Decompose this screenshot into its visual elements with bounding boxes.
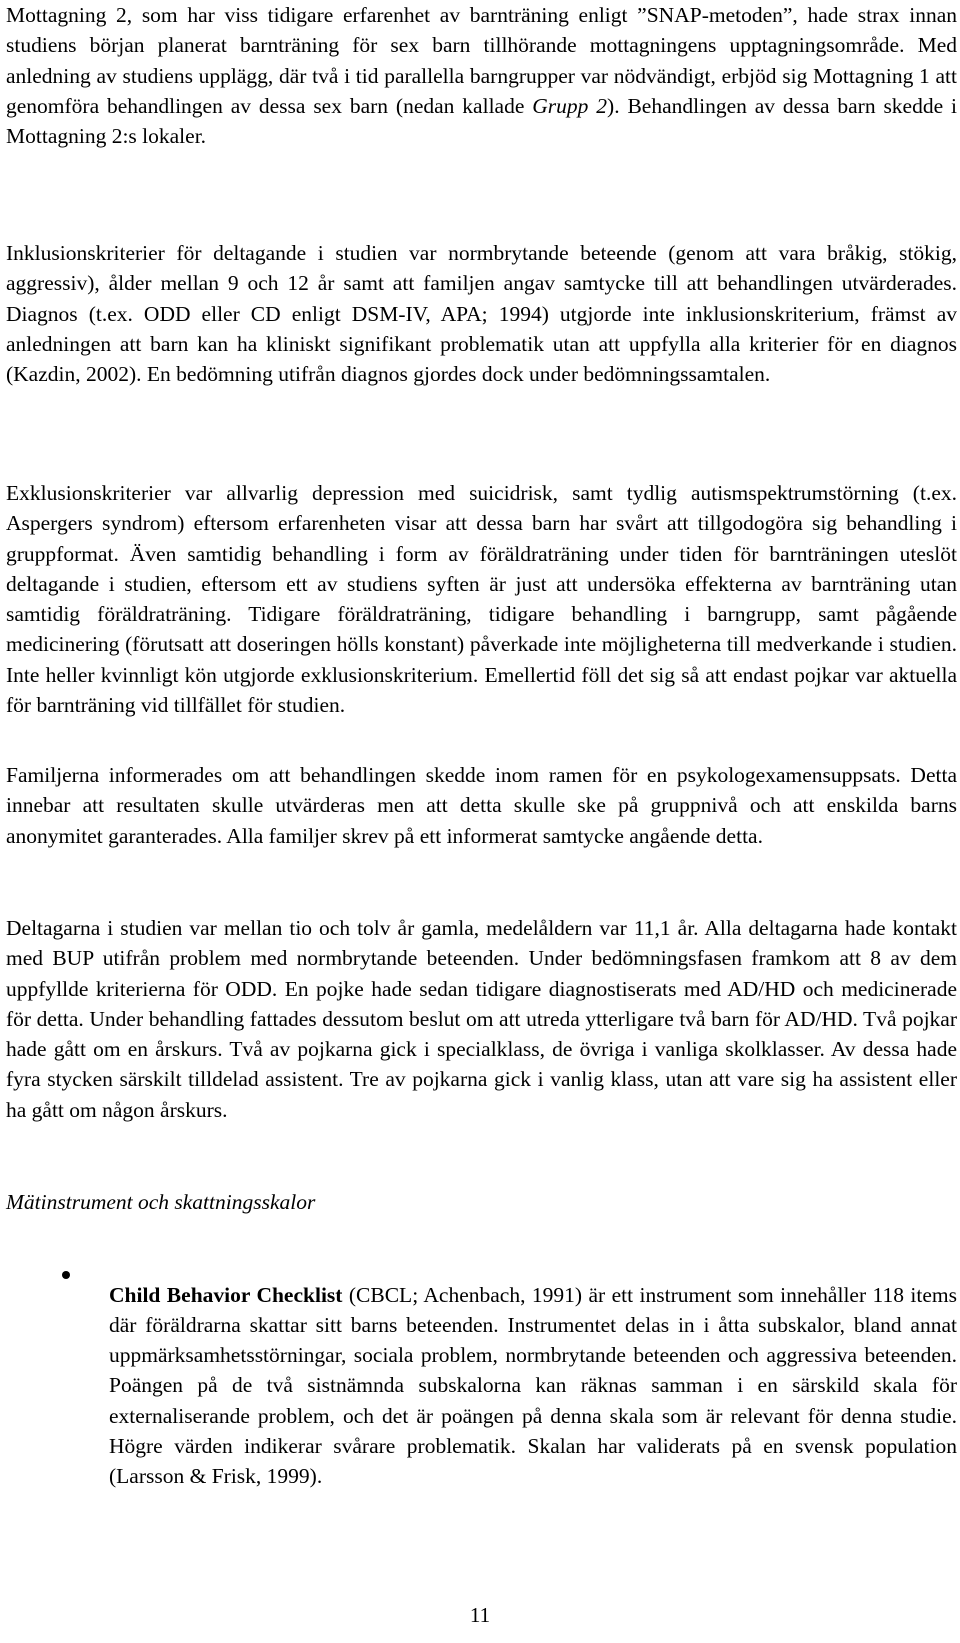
bullet-icon xyxy=(62,1271,70,1279)
paragraph-deltagarna: Deltagarna i studien var mellan tio och tolv år gamla, medelåldern var 11,1 år. Alla deltagarna hade kontakt med BUP utifrån problem med normbrytande beteenden. Under bedömningsfasen framkom att 8 av dem uppfyllde kriterierna för ODD. En pojke hade sedan tidigare diagnostiserats med AD/HD och medicinerade för detta. Under behandling fattades dessutom beslut om att utreda ytterligare två barn för AD/HD. Två pojkar hade gått om en årskurs. Två av pojkarna gick i specialklass, de övriga i vanliga skolklasser. Av dessa hade fyra stycken särskilt tilldelad assistent. Tre av pojkarna gick i vanlig klass, utan att vare sig ha assistent eller ha gått om någon årskurs. xyxy=(6,916,957,1122)
list-item-text xyxy=(109,1280,957,1492)
paragraph-mottagning-text: Mottagning 2, som har viss tidigare erfarenhet av barnträning enligt ”SNAP-metoden”, hade strax innan studiens början planerat barnträning för sex barn tillhörande mottagningens upptagningsområde. Med anledning av studiens upplägg, där två i tid parallella barngrupper var nödvändigt, erbjöd sig Mottagning 1 att genomföra behandlingen av dessa sex barn (nedan kallade xyxy=(6,3,957,118)
list-item-description: (CBCL; Achenbach, 1991) är ett instrument som innehåller 118 items där föräldrarna skattar sitt barns beteenden. Instrumentet delas in i åtta subskalor, bland annat uppmärksamhetsstörningar, sociala problem, normbrytande beteenden och aggressiva beteenden. Poängen på de två sistnämnda subskalorna kan räknas samman i en särskild skala för externaliserande problem, och det är poängen på denna skala som är relevant för denna studie. Högre värden indikerar svårare problematik. Skalan har validerats på en svensk population (Larsson & Frisk, 1999). xyxy=(109,1282,957,1489)
paragraph-exklusionskriterier: Exklusionskriterier var allvarlig depression med suicidrisk, samt tydlig autismspektrumstörning (t.ex. Aspergers syndrom) eftersom erfarenheten visar att dessa barn har svårt att tillgodogöra sig behandling i gruppformat. Även samtidig behandling i form av föräldraträning under tiden för barnträningen uteslöt deltagande i studien, eftersom ett av studiens syften är just att undersöka effekterna av barnträning utan samtidig föräldraträning. Tidigare föräldraträning, tidigare behandling i barngrupp, samt pågående medicinering (förutsatt att doseringen hölls konstant) påverkade inte möjligheterna till medverkande i studien. Inte heller kvinnligt kön utgjorde exklusionskriterium. Emellertid föll det sig så att endast pojkar var aktuella för barnträning vid tillfället för studien. xyxy=(6,481,957,718)
list-item-cbcl xyxy=(6,1258,957,1513)
paragraph-familjerna: Familjerna informerades om att behandlingen skedde inom ramen för en psykologexamensuppsats. Detta innebar att resultaten skulle utvärderas men att detta skulle ske på gruppnivå och att enskilda barns anonymitet garanterades. Alla familjer skrev på ett informerat samtycke angående detta. xyxy=(6,763,957,848)
page-number: 11 xyxy=(469,1603,491,1627)
paragraph-inklusionskriterier: Inklusionskriterier för deltagande i studien var normbrytande beteende (genom att vara bråkig, stökig, aggressiv), ålder mellan 9 och 12 år samt att familjen angav samtycke till att behandlingen utvärderades. Diagnos (t.ex. ODD eller CD enligt DSM-IV, APA; 1994) utgjorde inte inklusionskriterium, främst av anledningen att barn kan ha kliniskt signifikant problematik utan att uppfylla alla kriterier för en diagnos (Kazdin, 2002). En bedömning utifrån diagnos gjordes dock under bedömningssamtalen. xyxy=(6,241,957,387)
list-item-term: Child Behavior Checklist xyxy=(109,1282,343,1307)
paragraph-mottagning xyxy=(6,0,957,151)
paragraph-mottagning-tail: ). Behandlingen av dessa barn skedde i Mottagning 2:s lokaler. xyxy=(6,93,957,149)
section-heading: Mätinstrument och skattningsskalor xyxy=(6,1190,316,1214)
grupp-2-italic: Grupp 2 xyxy=(532,93,608,118)
